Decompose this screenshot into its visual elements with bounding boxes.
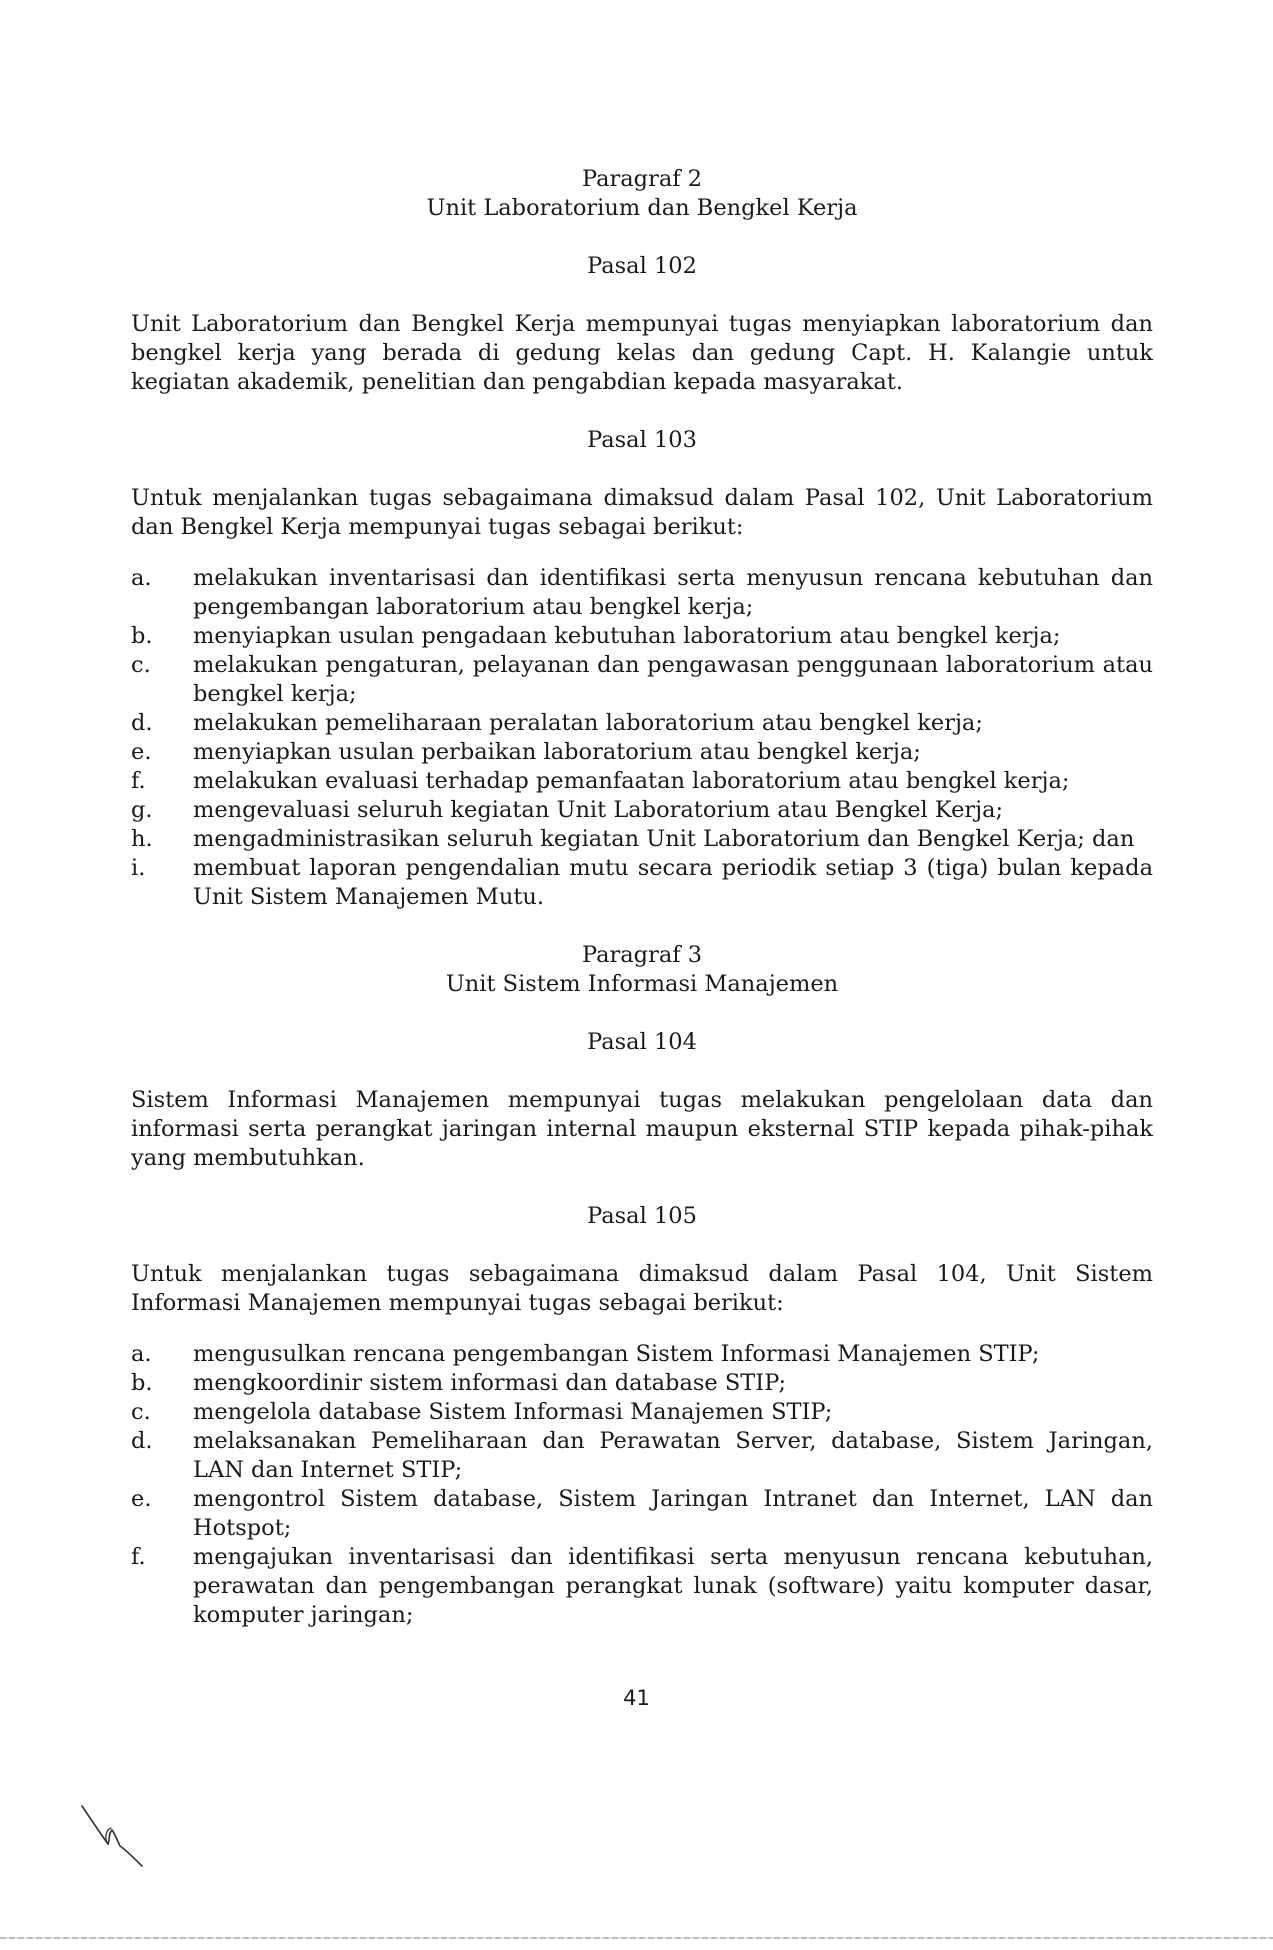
list-item-text: melakukan pemeliharaan peralatan laboratorium atau bengkel kerja;	[193, 710, 983, 736]
list-item-text: mengontrol Sistem database, Sistem Jaringan Intranet dan Internet, LAN dan Hotspot;	[193, 1486, 1153, 1541]
list-item	[131, 622, 1153, 651]
list-item	[131, 651, 1153, 709]
list-marker: e.	[131, 739, 152, 765]
pasal-105-intro: Untuk menjalankan tugas sebagaimana dimaksud dalam Pasal 104, Unit Sistem Informasi Manajemen mempunyai tugas sebagai berikut:	[131, 1261, 1153, 1316]
list-item-text: membuat laporan pengendalian mutu secara periodik setiap 3 (tiga) bulan kepada Unit Sistem Manajemen Mutu.	[193, 855, 1153, 910]
list-marker: e.	[131, 1486, 152, 1512]
list-item-text: mengelola database Sistem Informasi Manajemen STIP;	[193, 1399, 833, 1425]
pasal-103-list	[131, 564, 1153, 912]
list-item-text: melaksanakan Pemeliharaan dan Perawatan Server, database, Sistem Jaringan, LAN dan Internet STIP;	[193, 1428, 1153, 1483]
list-item-text: mengadministrasikan seluruh kegiatan Unit Laboratorium dan Bengkel Kerja; dan	[193, 826, 1135, 852]
list-item-text: mengusulkan rencana pengembangan Sistem Informasi Manajemen STIP;	[193, 1341, 1040, 1367]
list-marker: g.	[131, 797, 153, 823]
list-marker: f.	[131, 768, 146, 794]
list-item	[131, 1398, 1153, 1427]
list-marker: c.	[131, 652, 151, 678]
list-item-text: menyiapkan usulan pengadaan kebutuhan laboratorium atau bengkel kerja;	[193, 623, 1061, 649]
list-item-text: menyiapkan usulan perbaikan laboratorium atau bengkel kerja;	[193, 739, 921, 765]
list-marker: f.	[131, 1544, 146, 1570]
pasal-103-heading: Pasal 103	[587, 427, 697, 453]
list-item	[131, 1340, 1153, 1369]
list-item-text: mengevaluasi seluruh kegiatan Unit Laboratorium atau Bengkel Kerja;	[193, 797, 1004, 823]
list-marker: c.	[131, 1399, 151, 1425]
list-item	[131, 796, 1153, 825]
pasal-102-heading: Pasal 102	[587, 253, 697, 279]
list-item	[131, 738, 1153, 767]
list-item	[131, 825, 1153, 854]
pasal-105-heading: Pasal 105	[587, 1203, 697, 1229]
pasal-105-list	[131, 1340, 1153, 1630]
list-item	[131, 1485, 1153, 1543]
list-item-text: mengkoordinir sistem informasi dan database STIP;	[193, 1370, 787, 1396]
list-marker: b.	[131, 623, 153, 649]
list-item	[131, 767, 1153, 796]
list-marker: d.	[131, 1428, 153, 1454]
paragraf-2-heading: Paragraf 2	[581, 166, 703, 192]
document-body	[131, 165, 1153, 1630]
list-marker: a.	[131, 565, 152, 591]
list-item	[131, 854, 1153, 912]
list-marker: d.	[131, 710, 153, 736]
list-marker: b.	[131, 1370, 153, 1396]
list-item	[131, 564, 1153, 622]
scan-edge-divider	[0, 1937, 1273, 1939]
paragraf-3-subheading: Unit Sistem Informasi Manajemen	[445, 971, 839, 997]
list-marker: a.	[131, 1341, 152, 1367]
list-item	[131, 1427, 1153, 1485]
pasal-104-text: Sistem Informasi Manajemen mempunyai tugas melakukan pengelolaan data dan informasi serta perangkat jaringan internal maupun eksternal STIP kepada pihak-pihak yang membutuhkan.	[131, 1087, 1153, 1171]
list-item	[131, 1543, 1153, 1630]
list-item-text: mengajukan inventarisasi dan identifikasi serta menyusun rencana kebutuhan, perawatan dan pengembangan perangkat lunak (software) yaitu komputer dasar, komputer jaringan;	[193, 1544, 1153, 1628]
paragraf-3-heading: Paragraf 3	[581, 942, 703, 968]
list-marker: h.	[131, 826, 153, 852]
pasal-103-intro: Untuk menjalankan tugas sebagaimana dimaksud dalam Pasal 102, Unit Laboratorium dan Bengkel Kerja mempunyai tugas sebagai berikut:	[131, 485, 1153, 540]
pasal-102-text: Unit Laboratorium dan Bengkel Kerja mempunyai tugas menyiapkan laboratorium dan bengkel kerja yang berada di gedung kelas dan gedung Capt. H. Kalangie untuk kegiatan akademik, penelitian dan pengabdian kepada masyarakat.	[131, 311, 1153, 395]
page-number: 41	[623, 1686, 650, 1710]
list-item-text: melakukan pengaturan, pelayanan dan pengawasan penggunaan laboratorium atau bengkel kerja;	[193, 652, 1153, 707]
list-item-text: melakukan inventarisasi dan identifikasi serta menyusun rencana kebutuhan dan pengembangan laboratorium atau bengkel kerja;	[193, 565, 1153, 620]
paragraf-2-subheading: Unit Laboratorium dan Bengkel Kerja	[426, 195, 858, 221]
list-item-text: melakukan evaluasi terhadap pemanfaatan laboratorium atau bengkel kerja;	[193, 768, 1070, 794]
pasal-104-heading: Pasal 104	[587, 1029, 697, 1055]
list-marker: i.	[131, 855, 146, 881]
list-item	[131, 709, 1153, 738]
paraf-signature-icon	[78, 1800, 148, 1870]
list-item	[131, 1369, 1153, 1398]
